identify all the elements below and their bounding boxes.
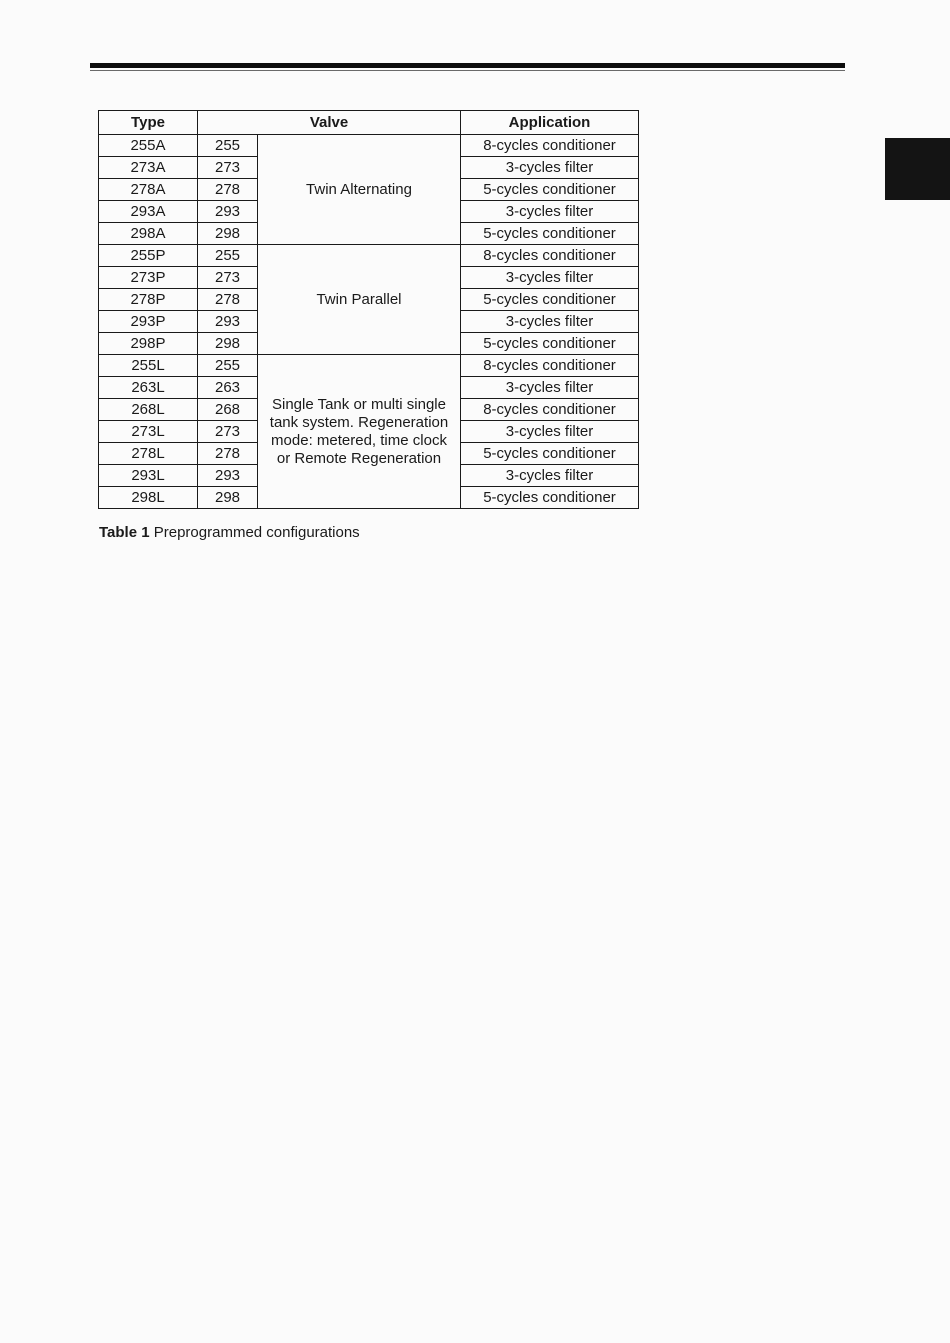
cell-valve: 255 (198, 245, 258, 267)
cell-type: 255P (99, 245, 198, 267)
cell-type: 278A (99, 179, 198, 201)
header-valve: Valve (198, 111, 461, 135)
cell-type: 255L (99, 355, 198, 377)
cell-application: 3-cycles filter (461, 267, 639, 289)
cell-application: 3-cycles filter (461, 311, 639, 333)
cell-type: 293A (99, 201, 198, 223)
header-application: Application (461, 111, 639, 135)
caption-text: Preprogrammed configurations (153, 524, 360, 541)
cell-application: 3-cycles filter (461, 421, 639, 443)
cell-application: 5-cycles conditioner (461, 179, 639, 201)
cell-application: 8-cycles conditioner (461, 245, 639, 267)
configurations-table (98, 110, 639, 509)
cell-valve: 298 (198, 487, 258, 509)
cell-type: 298A (99, 223, 198, 245)
cell-application: 5-cycles conditioner (461, 333, 639, 355)
cell-valve: 278 (198, 179, 258, 201)
cell-type: 273L (99, 421, 198, 443)
cell-valve: 278 (198, 443, 258, 465)
cell-valve: 293 (198, 311, 258, 333)
cell-application: 3-cycles filter (461, 201, 639, 223)
cell-valve-mode: Twin Alternating (258, 135, 461, 245)
cell-valve: 268 (198, 399, 258, 421)
cell-valve: 293 (198, 465, 258, 487)
section-tab-marker (885, 138, 950, 200)
cell-type: 255A (99, 135, 198, 157)
cell-application: 3-cycles filter (461, 377, 639, 399)
header-type: Type (99, 111, 198, 135)
cell-valve: 273 (198, 421, 258, 443)
cell-type: 293P (99, 311, 198, 333)
cell-application: 5-cycles conditioner (461, 443, 639, 465)
header-rule-thin (90, 70, 845, 71)
cell-valve: 255 (198, 135, 258, 157)
cell-valve: 263 (198, 377, 258, 399)
table-body (99, 135, 639, 509)
cell-valve: 273 (198, 157, 258, 179)
header-rule (90, 63, 845, 68)
table-row (99, 245, 639, 267)
cell-type: 278P (99, 289, 198, 311)
cell-valve: 293 (198, 201, 258, 223)
cell-type: 298P (99, 333, 198, 355)
cell-application: 8-cycles conditioner (461, 399, 639, 421)
cell-valve-mode: Single Tank or multi single tank system. Regeneration mode: metered, time clock or Remote Regeneration (258, 355, 461, 509)
table-header-row (99, 111, 639, 135)
cell-application: 5-cycles conditioner (461, 487, 639, 509)
cell-valve: 255 (198, 355, 258, 377)
cell-application: 3-cycles filter (461, 465, 639, 487)
table-caption (99, 524, 360, 541)
cell-type: 298L (99, 487, 198, 509)
cell-application: 5-cycles conditioner (461, 223, 639, 245)
cell-type: 293L (99, 465, 198, 487)
cell-application: 3-cycles filter (461, 157, 639, 179)
cell-valve: 278 (198, 289, 258, 311)
cell-application: 5-cycles conditioner (461, 289, 639, 311)
cell-type: 268L (99, 399, 198, 421)
cell-type: 273P (99, 267, 198, 289)
cell-valve: 298 (198, 223, 258, 245)
cell-application: 8-cycles conditioner (461, 355, 639, 377)
table-row (99, 355, 639, 377)
cell-application: 8-cycles conditioner (461, 135, 639, 157)
cell-valve: 273 (198, 267, 258, 289)
cell-valve-mode: Twin Parallel (258, 245, 461, 355)
caption-label: Table 1 (99, 524, 150, 541)
cell-type: 278L (99, 443, 198, 465)
cell-valve: 298 (198, 333, 258, 355)
table-row (99, 135, 639, 157)
cell-type: 263L (99, 377, 198, 399)
cell-type: 273A (99, 157, 198, 179)
